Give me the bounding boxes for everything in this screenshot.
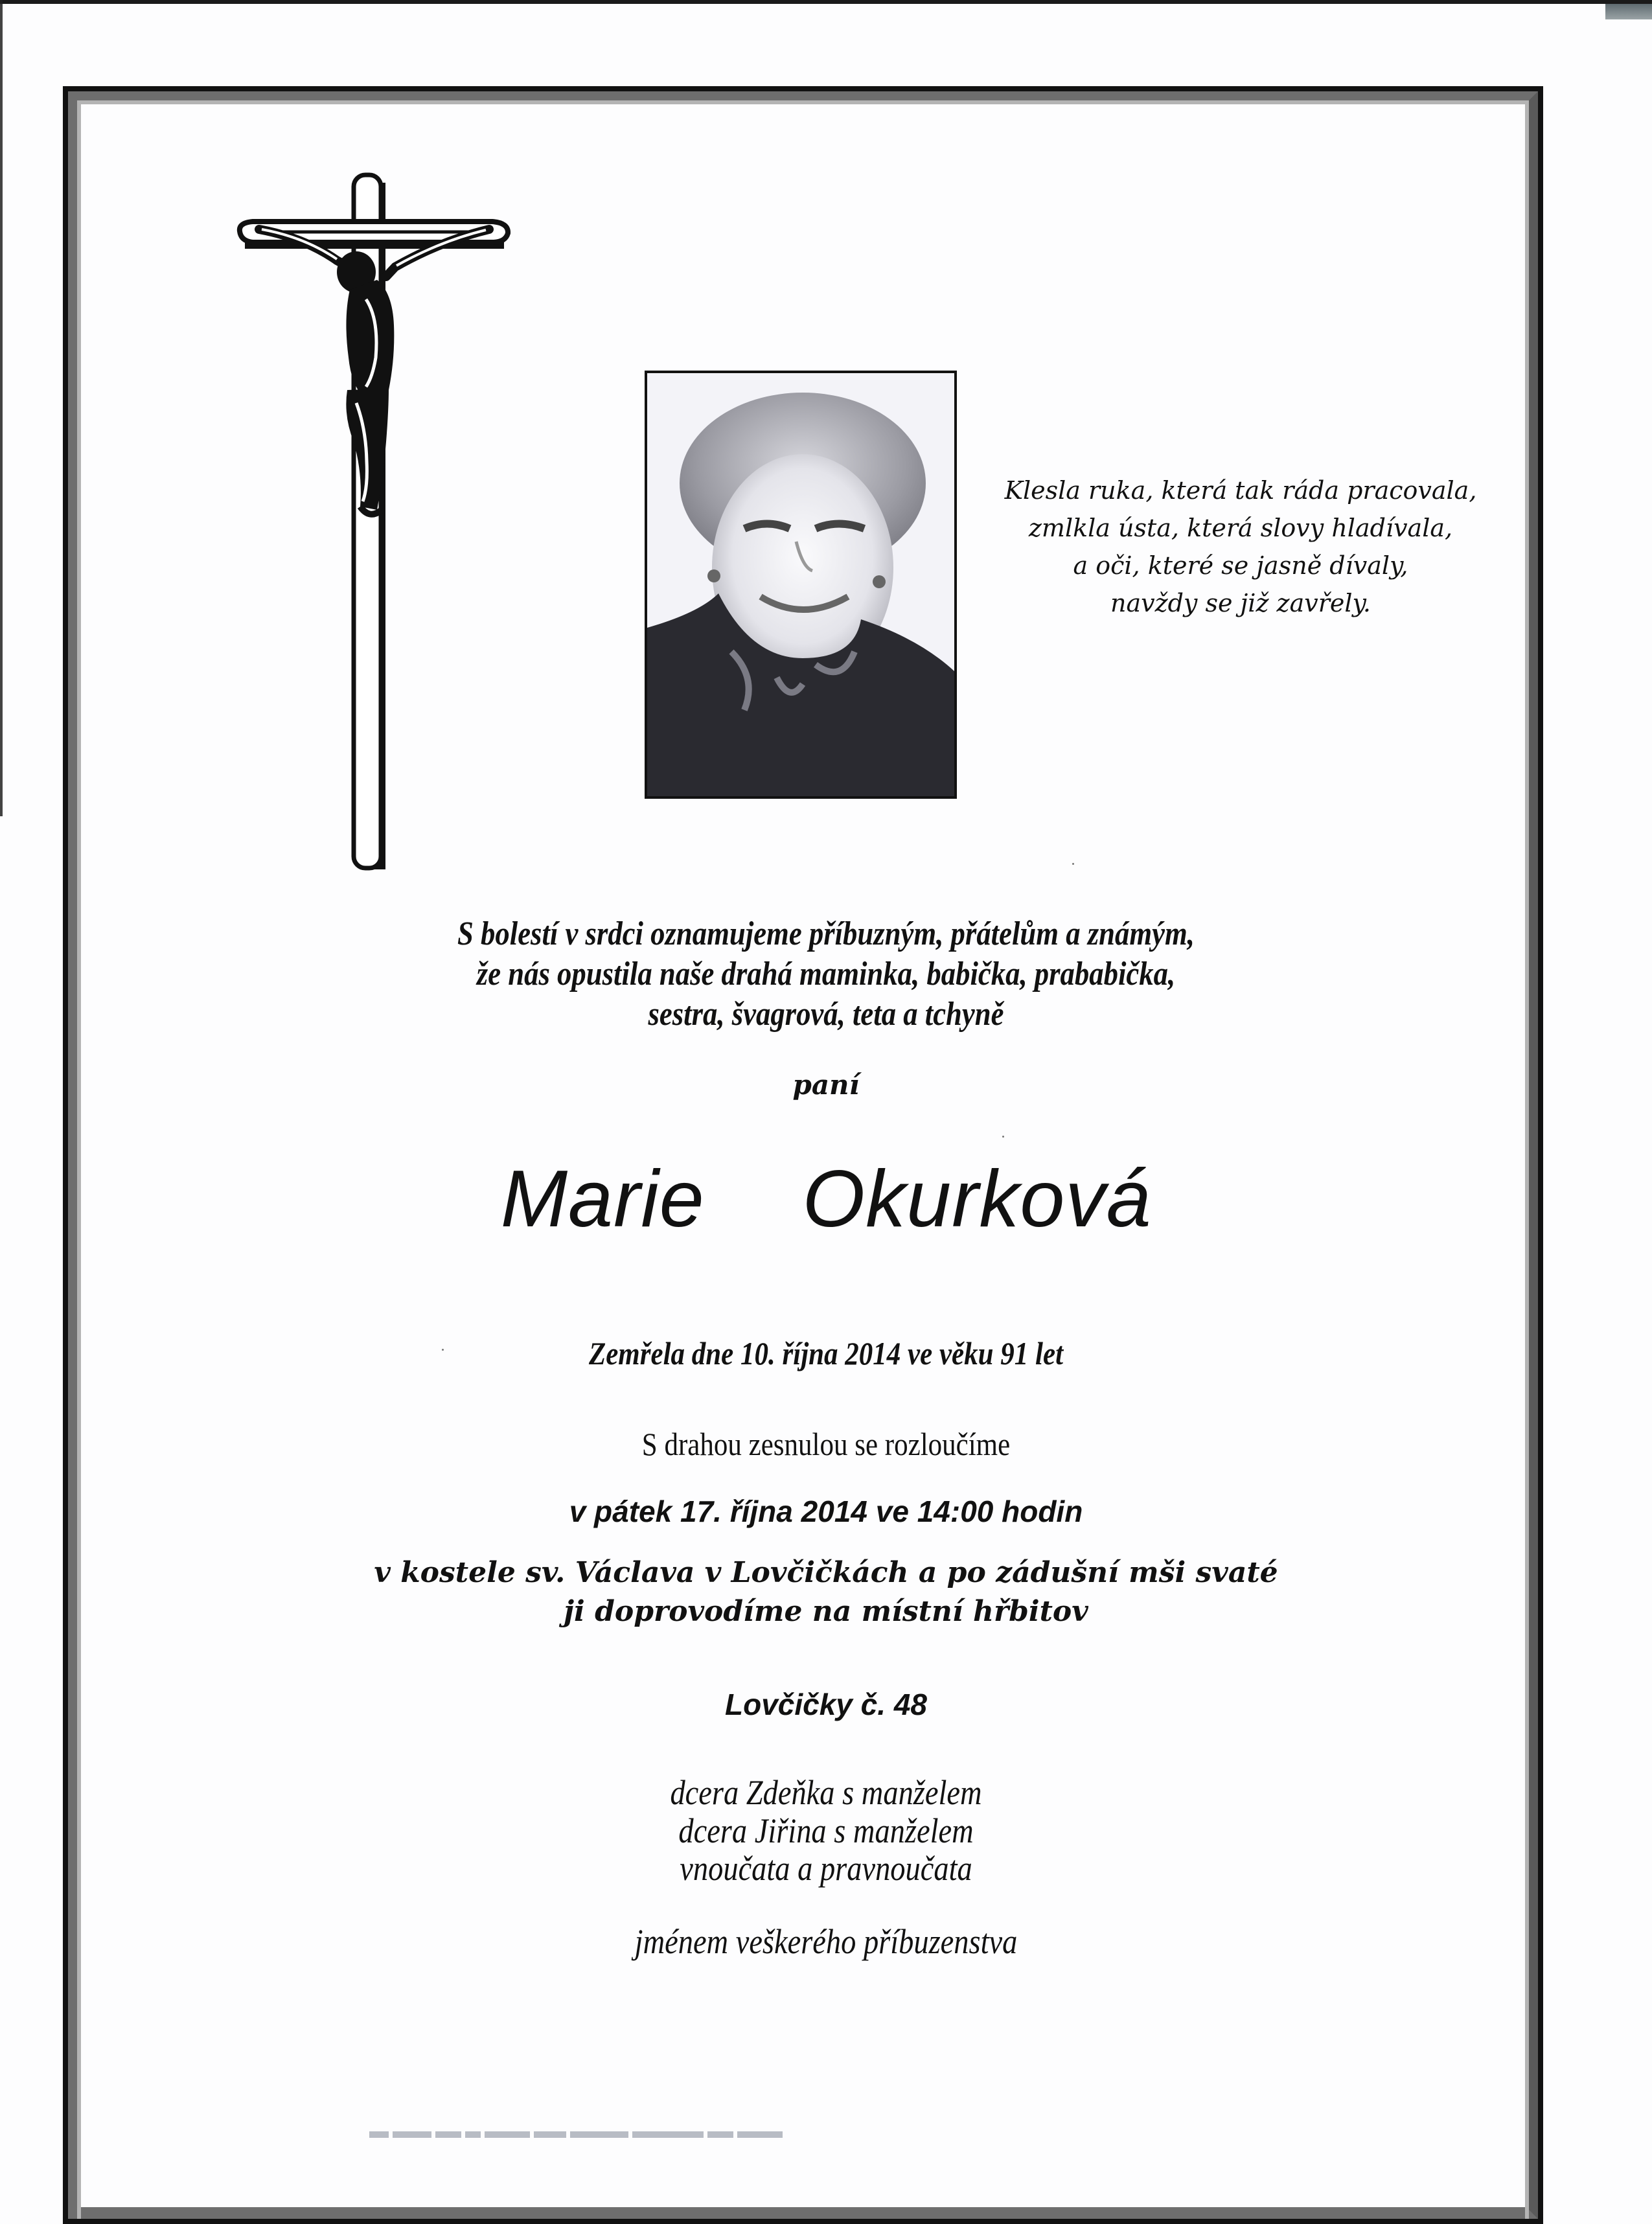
address: Lovčičky č. 48 <box>725 1688 927 1721</box>
poem-line: a oči, které se jasně dívaly, <box>1073 551 1408 580</box>
funeral-datetime: v pátek 17. října 2014 ve 14:00 hodin <box>569 1495 1083 1528</box>
portrait-earring-left <box>707 569 720 582</box>
portrait-earring-right <box>873 575 886 588</box>
funeral-intro: S drahou zesnulou se rozloučíme <box>641 1426 1011 1462</box>
cut-off-text-line <box>369 2131 888 2138</box>
scan-speck <box>1072 863 1074 865</box>
poem-line: Klesla ruka, která tak ráda pracovala, <box>1004 476 1477 505</box>
funeral-place: ji doprovodíme na místní hřbitov <box>564 1595 1088 1628</box>
death-date: Zemřela dne 10. října 2014 ve věku 91 let <box>588 1335 1064 1371</box>
announcement-line: že nás opustila naše drahá maminka, babička, prababička, <box>476 956 1176 992</box>
mourners-closing: jménem veškerého příbuzenstva <box>634 1922 1018 1961</box>
mourner-line: dcera Jiřina s manželem <box>678 1811 974 1850</box>
mourner-line: dcera Zdeňka s manželem <box>670 1773 982 1812</box>
poem <box>985 472 1497 622</box>
crucifix-icon <box>233 170 512 876</box>
scan-speck <box>1002 1136 1004 1138</box>
funeral-place: v kostele sv. Václava v Lovčičkách a po zádušní mši svaté <box>374 1556 1278 1589</box>
deceased-name: Marie Okurková <box>500 1154 1152 1244</box>
scan-edge-top <box>0 0 1652 4</box>
poem-line: zmlkla ústa, která slovy hladívala, <box>1028 514 1453 542</box>
scan-artifact <box>1605 4 1652 19</box>
mourner-line: vnoučata a pravnoučata <box>680 1849 972 1888</box>
announcement-line: S bolestí v srdci oznamujeme příbuzným, přátelům a známým, <box>457 915 1195 952</box>
scan-edge-left <box>0 0 3 816</box>
announcement-line: sestra, švagrová, teta a tchyně <box>648 996 1004 1033</box>
scan-speck <box>442 1349 444 1351</box>
portrait-photo <box>645 371 957 799</box>
poem-line: navždy se již zavřely. <box>1110 589 1371 617</box>
title-pani: paní <box>792 1069 860 1101</box>
portrait-image <box>647 373 954 796</box>
